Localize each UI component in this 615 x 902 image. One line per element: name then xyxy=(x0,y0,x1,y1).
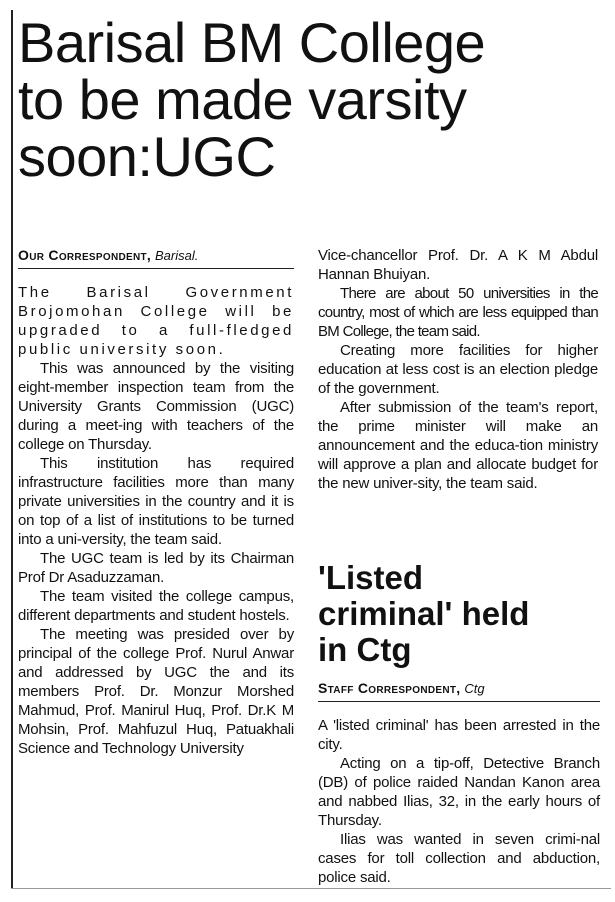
byline-author: Staff Correspondent, xyxy=(318,680,461,696)
left-column-rule xyxy=(11,10,13,888)
article1-body-left xyxy=(18,283,294,758)
paragraph: This institution has required infrastructure facilities more than many private universities in the country and it is on top of a list of institutions to be turned into a uni-versity, the team said. xyxy=(18,455,294,548)
bottom-rule xyxy=(11,888,611,889)
article1-headline-line: Barisal BM College xyxy=(18,11,486,74)
article2-byline xyxy=(318,679,600,702)
paragraph: The UGC team is led by its Chairman Prof Dr Asaduzzaman. xyxy=(18,550,294,586)
article1-body-right xyxy=(318,246,598,493)
article1-left-column xyxy=(18,246,294,758)
article2-column xyxy=(318,679,600,887)
byline-place: Ctg xyxy=(464,681,485,696)
article2-body xyxy=(318,716,600,887)
byline-author: Our Correspondent, xyxy=(18,247,152,263)
paragraph: There are about 50 universities in the country, most of which are less equipped than BM College, the team said. xyxy=(318,285,598,340)
article1-right-column xyxy=(318,246,598,493)
paragraph: Acting on a tip-off, Detective Branch (DB) of police raided Nandan Kanon area and nabbed Ilias, 32, in the early hours of Thursday. xyxy=(318,755,600,829)
paragraph: A 'listed criminal' has been arrested in the city. xyxy=(318,717,600,753)
article2-headline-line: 'Listed xyxy=(318,559,424,596)
paragraph: The Barisal Government Brojomohan College will be upgraded to a full-fledged public university soon. xyxy=(18,284,294,358)
paragraph: After submission of the team's report, the prime minister will make an announcement and the educa-tion ministry will approve a plan and allocate budget for the new univer-sity, the team said. xyxy=(318,399,598,492)
article1-headline-line: soon:UGC xyxy=(18,125,276,188)
paragraph: The team visited the college campus, different departments and student hostels. xyxy=(18,588,294,624)
article1-headline-line: to be made varsity xyxy=(18,68,467,131)
article1-headline xyxy=(18,11,608,188)
article2-headline-line: criminal' held xyxy=(318,595,530,632)
paragraph: The meeting was presided over by principal of the college Prof. Nurul Anwar and addressed by UGC the and its members Prof. Dr. Monzur Morshed Mahmud, Prof. Manirul Huq, Prof. Dr.K M Mohsin, Prof. Mahfuzul Huq, Patuakhali Science and Technology University xyxy=(18,626,294,757)
paragraph: Ilias was wanted in seven crimi-nal cases for toll collection and abduction, police said. xyxy=(318,831,600,886)
article1-byline xyxy=(18,246,294,269)
article2-headline xyxy=(318,560,608,668)
paragraph: This was announced by the visiting eight-member inspection team from the University Grants Commission (UGC) during a meet-ing with teachers of the college on Thursday. xyxy=(18,360,294,453)
paragraph: Creating more facilities for higher education at less cost is an election pledge of the government. xyxy=(318,342,598,397)
article2-headline-line: in Ctg xyxy=(318,631,412,668)
paragraph: Vice-chancellor Prof. Dr. A K M Abdul Hannan Bhuiyan. xyxy=(318,247,598,283)
byline-place: Barisal. xyxy=(154,248,199,263)
